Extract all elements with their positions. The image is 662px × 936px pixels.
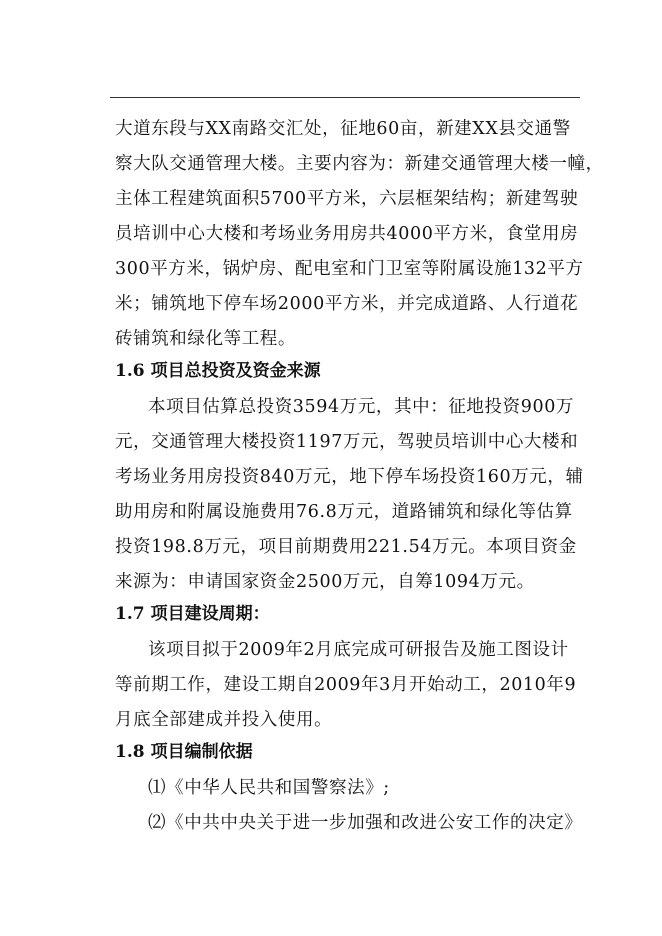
paragraph-line: 该项目拟于2009年2月底完成可研报告及施工图设计 xyxy=(148,640,569,660)
section-title: 项目编制依据 xyxy=(150,742,253,762)
section-title: 项目建设周期： xyxy=(150,604,270,624)
paragraph-line: 察大队交通管理大楼。主要内容为：新建交通管理大楼一幢， xyxy=(115,154,604,174)
paragraph-line: 投资198.8万元，项目前期费用221.54万元。本项目资金 xyxy=(115,537,577,557)
paragraph-line: 助用房和附属设施费用76.8万元，道路铺筑和绿化等估算 xyxy=(115,502,573,522)
section-number: 1.7 xyxy=(115,604,145,624)
section-title: 项目总投资及资金来源 xyxy=(150,361,321,381)
paragraph-line: 月底全部建成并投入使用。 xyxy=(115,710,333,730)
paragraph-line: 米；铺筑地下停车场2000平方米，并完成道路、人行道花 xyxy=(115,294,579,314)
paragraph-line: 元，交通管理大楼投资1197万元，驾驶员培训中心大楼和 xyxy=(115,432,579,452)
section-number: 1.6 xyxy=(115,361,145,381)
paragraph-line: 来源为：申请国家资金2500万元，自筹1094万元。 xyxy=(115,572,535,592)
section-heading-1-8 xyxy=(115,741,253,763)
paragraph-line: 主体工程建筑面积5700平方米，六层框架结构；新建驾驶 xyxy=(115,189,579,209)
paragraph-line: 考场业务用房投资840万元，地下停车场投资160万元，辅 xyxy=(115,467,584,487)
paragraph-line: 等前期工作，建设工期自2009年3月开始动工，2010年9 xyxy=(115,675,577,695)
paragraph-line: 本项目估算总投资3594万元，其中：征地投资900万 xyxy=(148,397,575,417)
paragraph-line: 300平方米，锅炉房、配电室和门卫室等附属设施132平方 xyxy=(115,259,584,279)
section-heading-1-7 xyxy=(115,603,270,625)
section-number: 1.8 xyxy=(115,742,145,762)
reference-list-item: ⑴《中华人民共和国警察法》; xyxy=(148,778,390,798)
paragraph-line: 员培训中心大楼和考场业务用房共4000平方米，食堂用房 xyxy=(115,224,579,244)
reference-list-item: ⑵《中共中央关于进一步加强和改进公安工作的决定》 xyxy=(148,813,583,833)
section-heading-1-6 xyxy=(115,360,321,382)
paragraph-line: 大道东段与XX南路交汇处，征地60亩，新建XX县交通警 xyxy=(115,119,571,139)
paragraph-line: 砖铺筑和绿化等工程。 xyxy=(115,329,296,349)
header-rule xyxy=(110,97,580,98)
